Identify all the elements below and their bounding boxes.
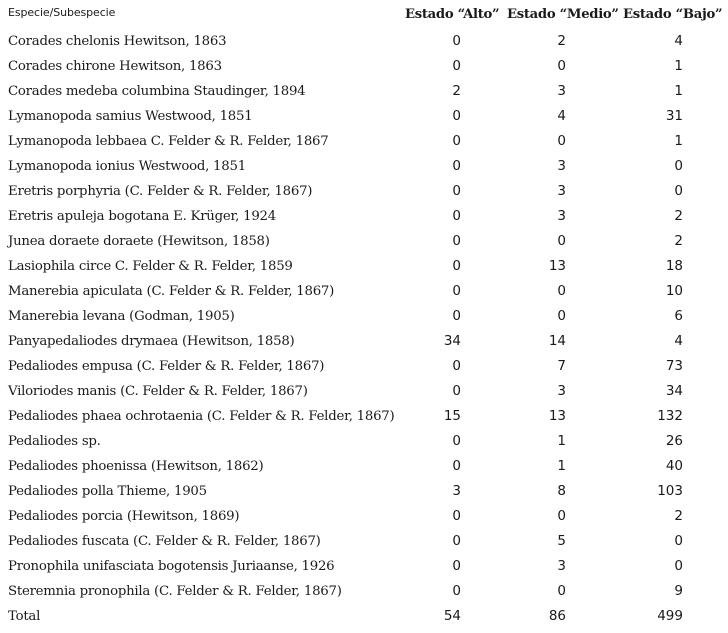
count-estado-bajo: 499 xyxy=(657,608,683,624)
table-row xyxy=(0,479,728,504)
count-estado-alto: 0 xyxy=(452,133,461,149)
table-row xyxy=(0,454,728,479)
count-estado-bajo: 73 xyxy=(665,358,683,374)
count-estado-bajo: 2 xyxy=(674,508,683,524)
count-estado-medio: 0 xyxy=(557,283,566,299)
header-estado-medio: Estado “Medio” xyxy=(507,7,619,22)
species-name: Manerebia levana (Godman, 1905) xyxy=(8,309,235,324)
header-estado-bajo: Estado “Bajo” xyxy=(623,7,723,22)
table-row xyxy=(0,104,728,129)
species-name: Lymanopoda samius Westwood, 1851 xyxy=(8,109,253,124)
species-name: Pedaliodes phoenissa (Hewitson, 1862) xyxy=(8,459,264,474)
table-row xyxy=(0,329,728,354)
count-estado-alto: 34 xyxy=(443,333,461,349)
table-row xyxy=(0,554,728,579)
count-estado-alto: 0 xyxy=(452,33,461,49)
count-estado-alto: 0 xyxy=(452,233,461,249)
count-estado-bajo: 2 xyxy=(674,233,683,249)
count-estado-alto: 0 xyxy=(452,158,461,174)
count-estado-alto: 3 xyxy=(452,483,461,499)
table-row xyxy=(0,279,728,304)
count-estado-alto: 0 xyxy=(452,308,461,324)
table-row xyxy=(0,404,728,429)
count-estado-bajo: 0 xyxy=(674,533,683,549)
count-estado-bajo: 2 xyxy=(674,208,683,224)
table-row xyxy=(0,204,728,229)
count-estado-medio: 3 xyxy=(557,383,566,399)
total-row xyxy=(0,604,728,629)
species-name: Manerebia apiculata (C. Felder & R. Felder, 1867) xyxy=(8,284,335,299)
count-estado-medio: 2 xyxy=(557,33,566,49)
count-estado-medio: 0 xyxy=(557,133,566,149)
count-estado-medio: 3 xyxy=(557,208,566,224)
count-estado-bajo: 0 xyxy=(674,158,683,174)
count-estado-medio: 13 xyxy=(548,408,566,424)
count-estado-bajo: 1 xyxy=(674,83,683,99)
count-estado-medio: 3 xyxy=(557,183,566,199)
count-estado-alto: 0 xyxy=(452,533,461,549)
table-row xyxy=(0,379,728,404)
count-estado-bajo: 31 xyxy=(665,108,683,124)
count-estado-medio: 4 xyxy=(557,108,566,124)
count-estado-bajo: 1 xyxy=(674,133,683,149)
table-row xyxy=(0,429,728,454)
count-estado-alto: 0 xyxy=(452,183,461,199)
count-estado-bajo: 4 xyxy=(674,333,683,349)
header-estado-alto: Estado “Alto” xyxy=(405,7,500,22)
count-estado-bajo: 34 xyxy=(665,383,683,399)
table-row xyxy=(0,154,728,179)
count-estado-bajo: 103 xyxy=(657,483,683,499)
count-estado-alto: 15 xyxy=(443,408,461,424)
species-name: Corades chirone Hewitson, 1863 xyxy=(8,59,222,74)
table-row xyxy=(0,54,728,79)
table-row xyxy=(0,129,728,154)
species-name: Corades chelonis Hewitson, 1863 xyxy=(8,34,227,49)
count-estado-alto: 0 xyxy=(452,208,461,224)
count-estado-medio: 1 xyxy=(557,458,566,474)
count-estado-bajo: 0 xyxy=(674,558,683,574)
species-name: Corades medeba columbina Staudinger, 1894 xyxy=(8,84,306,99)
count-estado-medio: 86 xyxy=(548,608,566,624)
species-name: Eretris apuleja bogotana E. Krüger, 1924 xyxy=(8,209,276,224)
species-name: Total xyxy=(8,609,41,624)
table-row xyxy=(0,354,728,379)
count-estado-alto: 0 xyxy=(452,108,461,124)
count-estado-medio: 0 xyxy=(557,233,566,249)
species-name: Pedaliodes fuscata (C. Felder & R. Felder, 1867) xyxy=(8,534,321,549)
count-estado-medio: 7 xyxy=(557,358,566,374)
count-estado-alto: 2 xyxy=(452,83,461,99)
count-estado-medio: 8 xyxy=(557,483,566,499)
table-row xyxy=(0,79,728,104)
count-estado-alto: 0 xyxy=(452,283,461,299)
count-estado-alto: 0 xyxy=(452,583,461,599)
count-estado-bajo: 6 xyxy=(674,308,683,324)
count-estado-alto: 0 xyxy=(452,358,461,374)
count-estado-medio: 0 xyxy=(557,583,566,599)
count-estado-alto: 0 xyxy=(452,508,461,524)
table-row xyxy=(0,29,728,54)
table-row xyxy=(0,229,728,254)
count-estado-bajo: 18 xyxy=(665,258,683,274)
count-estado-medio: 5 xyxy=(557,533,566,549)
table-header-row xyxy=(0,0,728,25)
count-estado-bajo: 40 xyxy=(665,458,683,474)
species-name: Junea doraete doraete (Hewitson, 1858) xyxy=(8,234,270,249)
count-estado-alto: 0 xyxy=(452,433,461,449)
count-estado-medio: 1 xyxy=(557,433,566,449)
species-name: Pedaliodes phaea ochrotaenia (C. Felder & R. Felder, 1867) xyxy=(8,409,395,424)
count-estado-alto: 0 xyxy=(452,383,461,399)
count-estado-bajo: 26 xyxy=(665,433,683,449)
count-estado-bajo: 0 xyxy=(674,183,683,199)
table-row xyxy=(0,179,728,204)
count-estado-alto: 0 xyxy=(452,258,461,274)
count-estado-bajo: 10 xyxy=(665,283,683,299)
table-row xyxy=(0,529,728,554)
species-name: Lasiophila circe C. Felder & R. Felder, 1859 xyxy=(8,259,293,274)
count-estado-bajo: 9 xyxy=(674,583,683,599)
species-name: Lymanopoda lebbaea C. Felder & R. Felder, 1867 xyxy=(8,134,329,149)
count-estado-medio: 13 xyxy=(548,258,566,274)
count-estado-medio: 3 xyxy=(557,558,566,574)
count-estado-medio: 0 xyxy=(557,308,566,324)
species-name: Eretris porphyria (C. Felder & R. Felder, 1867) xyxy=(8,184,313,199)
table-row xyxy=(0,254,728,279)
count-estado-alto: 54 xyxy=(443,608,461,624)
table-row xyxy=(0,304,728,329)
species-name: Pedaliodes empusa (C. Felder & R. Felder, 1867) xyxy=(8,359,325,374)
count-estado-medio: 14 xyxy=(548,333,566,349)
count-estado-alto: 0 xyxy=(452,58,461,74)
species-name: Panyapedaliodes drymaea (Hewitson, 1858) xyxy=(8,334,295,349)
header-species: Especie/Subespecie xyxy=(8,6,116,19)
species-name: Lymanopoda ionius Westwood, 1851 xyxy=(8,159,246,174)
count-estado-bajo: 4 xyxy=(674,33,683,49)
count-estado-bajo: 132 xyxy=(657,408,683,424)
species-name: Pedaliodes polla Thieme, 1905 xyxy=(8,484,207,499)
count-estado-medio: 3 xyxy=(557,158,566,174)
species-name: Pedaliodes sp. xyxy=(8,434,101,449)
count-estado-medio: 3 xyxy=(557,83,566,99)
table-row xyxy=(0,504,728,529)
species-name: Steremnia pronophila (C. Felder & R. Felder, 1867) xyxy=(8,584,342,599)
species-name: Viloriodes manis (C. Felder & R. Felder, 1867) xyxy=(8,384,308,399)
table-row xyxy=(0,579,728,604)
count-estado-alto: 0 xyxy=(452,558,461,574)
count-estado-alto: 0 xyxy=(452,458,461,474)
count-estado-medio: 0 xyxy=(557,508,566,524)
count-estado-medio: 0 xyxy=(557,58,566,74)
species-name: Pronophila unifasciata bogotensis Juriaanse, 1926 xyxy=(8,559,335,574)
count-estado-bajo: 1 xyxy=(674,58,683,74)
species-name: Pedaliodes porcia (Hewitson, 1869) xyxy=(8,509,240,524)
